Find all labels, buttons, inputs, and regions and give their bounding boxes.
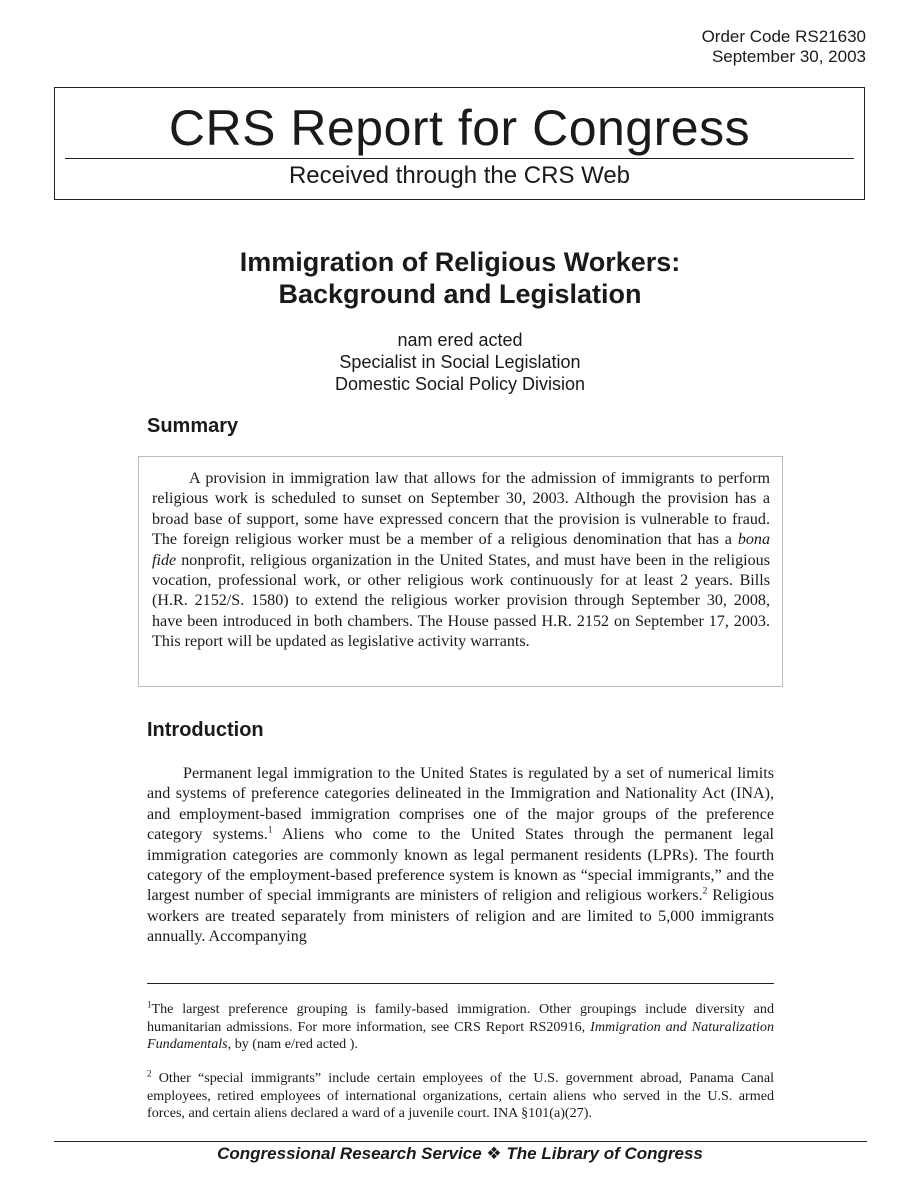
order-code: Order Code RS21630: [701, 27, 866, 46]
report-title-line2: Background and Legislation: [278, 279, 642, 309]
footer-right: The Library of Congress: [506, 1144, 703, 1163]
intro-text-part1: Permanent legal immigration to the United States is regulated by a set of numerical limits and systems of preference categories delineated in the Immigration and Nationality Act (INA), and employment-based immigration comprises one of the major groups of the preference category systems.: [147, 765, 774, 844]
header-divider: [65, 158, 854, 159]
author-title: Specialist in Social Legislation: [339, 352, 581, 372]
author-division: Domestic Social Policy Division: [334, 374, 586, 394]
footnote-1: [147, 1001, 774, 1054]
report-title: [0, 246, 920, 310]
order-code-block: [702, 27, 866, 67]
author-block: [0, 329, 920, 395]
summary-text-part1: A provision in immigration law that allows for the admission of immigrants to perform religious work is scheduled to sunset on September 30, 2003. Although the provision has a broad base of support, some have expressed concern that the provision is vulnerable to fraud. The foreign religious worker must be a member of a religious denomination that has a: [152, 470, 770, 549]
summary-heading: Summary: [147, 415, 239, 437]
footnote-1-text-part2: , by (nam e/red acted ).: [227, 1036, 358, 1052]
footnote-ref-1: 1: [267, 825, 273, 836]
report-header-box: [54, 87, 865, 200]
report-series-title: CRS Report for Congress: [168, 100, 751, 156]
footnote-1-text-italic: Immigration and Naturalization Fundamentals: [147, 1018, 775, 1052]
report-series-subtitle: Received through the CRS Web: [288, 162, 631, 189]
footnote-2: [147, 1070, 774, 1123]
introduction-heading: Introduction: [147, 719, 264, 741]
footnote-1-text-part1: The largest preference grouping is family-based immigration. Other groupings include diversity and humanitarian admissions. For more information, see CRS Report RS20916,: [147, 1001, 774, 1035]
intro-text-part3: Religious workers are treated separately from ministers of religion and are limited to 5,000 immigrants annually. Accompanying: [147, 887, 774, 946]
footnote-1-number: 1: [147, 999, 152, 1010]
footnote-divider: [147, 983, 774, 984]
footer-left: Congressional Research Service: [217, 1144, 482, 1163]
page-footer: [0, 1143, 920, 1165]
footnote-2-number: 2: [147, 1068, 152, 1079]
footer-divider: [54, 1141, 867, 1142]
intro-text-part2: Aliens who come to the United States through the permanent legal immigration categories are commonly known as legal permanent residents (LPRs). The fourth category of the employment-based preference system is known as “special immigrants,” and the largest number of special immigrants are ministers of religion and religious workers.: [147, 826, 774, 905]
summary-text-italic: bona fide: [152, 531, 770, 569]
summary-paragraph: [152, 469, 770, 653]
footnote-ref-2: 2: [702, 887, 708, 898]
summary-text-part2: nonprofit, religious organization in the United States, and must have been in the religious vocation, professional work, or other religious work continuously for at least 2 years. Bills (H.R. 2152/S. 1580) to extend the religious worker provision through September 30, 2008, have been introduced in both chambers. The House passed H.R. 2152 on September 17, 2003. This report will be updated as legislative activity warrants.: [152, 551, 770, 651]
introduction-paragraph: [147, 764, 774, 948]
footnote-2-text: Other “special immigrants” include certain employees of the U.S. government abroad, Panama Canal employees, retired employees of international organizations, certain aliens who served in the U.S. armed forces, and certain aliens declared a ward of a juvenile court. INA §101(a)(27).: [147, 1070, 774, 1121]
summary-box: [138, 456, 783, 687]
footer-separator-icon: ❖: [486, 1144, 502, 1163]
report-title-line1: Immigration of Religious Workers:: [239, 247, 681, 277]
report-date: September 30, 2003: [711, 47, 866, 66]
author-name: nam ered acted: [397, 330, 523, 350]
